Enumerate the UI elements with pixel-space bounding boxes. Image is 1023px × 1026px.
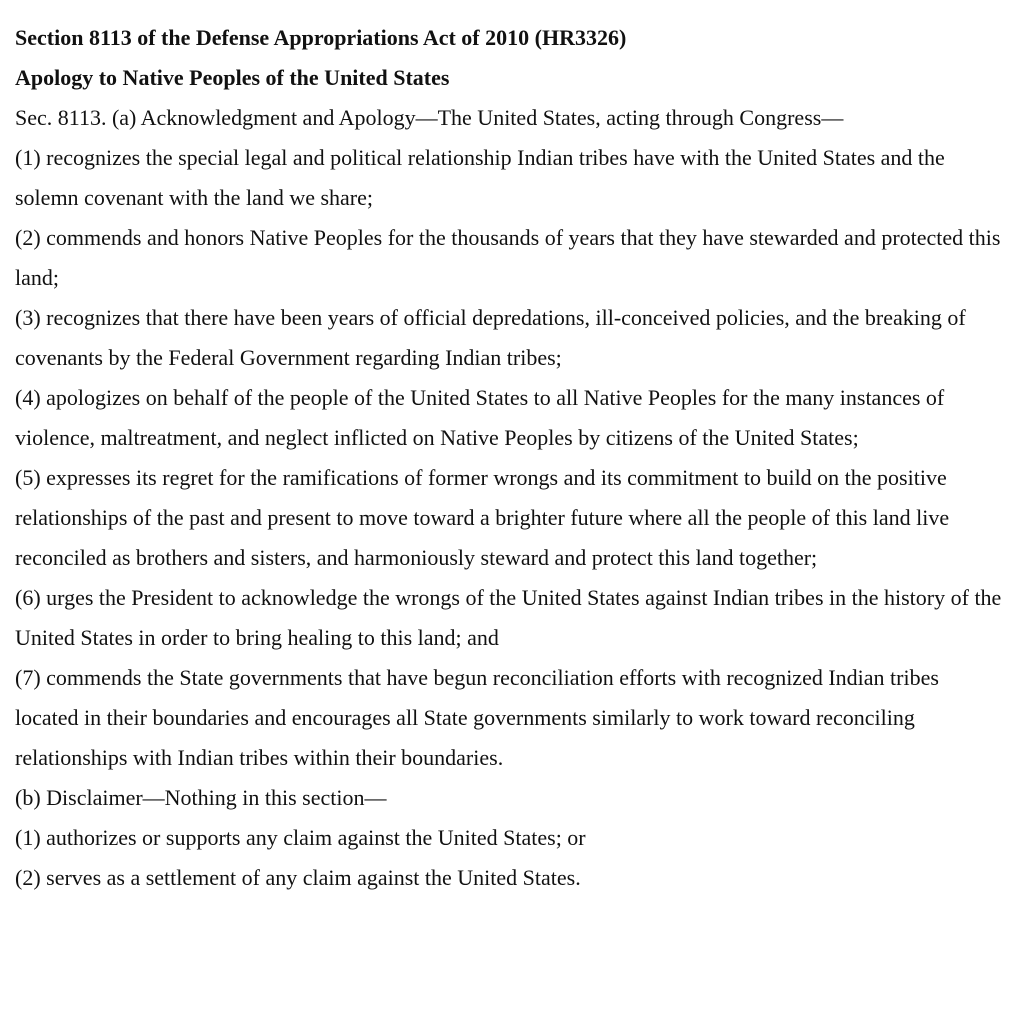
document-body (15, 18, 1005, 898)
paragraph-disclaimer: (b) Disclaimer—Nothing in this section— (15, 785, 387, 810)
document-title: Section 8113 of the Defense Appropriations Act of 2010 (HR3326) (15, 25, 627, 50)
paragraph-a3: (3) recognizes that there have been years of official depredations, ill-conceived policies, and the breaking of covenants by the Federal Government regarding Indian tribes; (15, 305, 966, 370)
paragraph-a1: (1) recognizes the special legal and political relationship Indian tribes have with the United States and the solemn covenant with the land we share; (15, 145, 945, 210)
paragraph-b1: (1) authorizes or supports any claim against the United States; or (15, 825, 586, 850)
paragraph-intro: Sec. 8113. (a) Acknowledgment and Apology—The United States, acting through Congress— (15, 105, 844, 130)
paragraph-a4: (4) apologizes on behalf of the people of the United States to all Native Peoples for the many instances of violence, maltreatment, and neglect inflicted on Native Peoples by citizens of the United States; (15, 385, 945, 450)
paragraph-a5: (5) expresses its regret for the ramifications of former wrongs and its commitment to build on the positive relationships of the past and present to move toward a brighter future where all the people of this land live reconciled as brothers and sisters, and harmoniously steward and protect this land together; (15, 465, 950, 570)
document-subtitle: Apology to Native Peoples of the United States (15, 65, 450, 90)
paragraph-b2: (2) serves as a settlement of any claim against the United States. (15, 865, 581, 890)
paragraph-a2: (2) commends and honors Native Peoples for the thousands of years that they have stewarded and protected this land; (15, 225, 1001, 290)
paragraph-a7: (7) commends the State governments that have begun reconciliation efforts with recognized Indian tribes located in their boundaries and encourages all State governments similarly to work toward reconciling relationships with Indian tribes within their boundaries. (15, 665, 939, 770)
paragraph-a6: (6) urges the President to acknowledge the wrongs of the United States against Indian tribes in the history of the United States in order to bring healing to this land; and (15, 585, 1002, 650)
